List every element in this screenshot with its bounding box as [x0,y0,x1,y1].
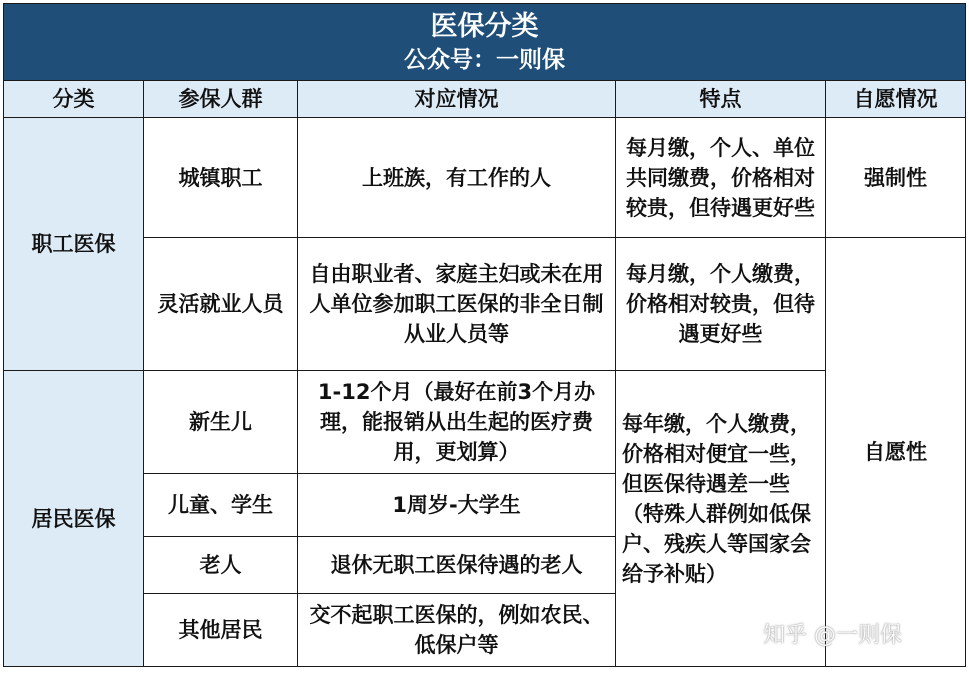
watermark: 知乎 @一则保 [763,623,902,648]
table-row [4,238,966,371]
group-cell: 其他居民 [144,594,298,667]
column-header: 分类 [4,81,144,118]
insurance-table [3,3,966,667]
situation-cell: 交不起职工医保的，例如农民、低保户等 [298,594,616,667]
column-header: 特点 [616,81,826,118]
situation-cell: 1-12个月（最好在前3个月办理，能报销从出生起的医疗费用，更划算） [298,371,616,474]
category-cell: 居民医保 [4,371,144,667]
column-header: 自愿情况 [826,81,966,118]
feature-cell: 每月缴，个人、单位共同缴费，价格相对较贵，但待遇更好些 [616,118,826,238]
category-cell: 职工医保 [4,118,144,371]
column-header-row [4,81,966,118]
group-cell: 灵活就业人员 [144,238,298,371]
column-header: 参保人群 [144,81,298,118]
table-title: 医保分类 [430,11,539,42]
group-cell: 新生儿 [144,371,298,474]
feature-cell: 每年缴，个人缴费，价格相对便宜一些，但医保待遇差一些（特殊人群例如低保户、残疾人等国家会给予补贴） [616,371,826,667]
table-row [4,118,966,238]
table-row [4,371,966,474]
feature-cell: 每月缴，个人缴费，价格相对较贵，但待遇更好些 [616,238,826,371]
group-cell: 儿童、学生 [144,474,298,537]
group-cell: 城镇职工 [144,118,298,238]
title-row [4,4,966,81]
table-subtitle: 公众号：一则保 [404,47,565,73]
situation-cell: 退休无职工医保待遇的老人 [298,537,616,594]
group-cell: 老人 [144,537,298,594]
situation-cell: 上班族，有工作的人 [298,118,616,238]
column-header: 对应情况 [298,81,616,118]
voluntary-cell: 强制性 [826,118,966,238]
voluntary-cell: 自愿性 [826,238,966,667]
situation-cell: 1周岁-大学生 [298,474,616,537]
table-title-cell [4,4,966,81]
situation-cell: 自由职业者、家庭主妇或未在用人单位参加职工医保的非全日制从业人员等 [298,238,616,371]
